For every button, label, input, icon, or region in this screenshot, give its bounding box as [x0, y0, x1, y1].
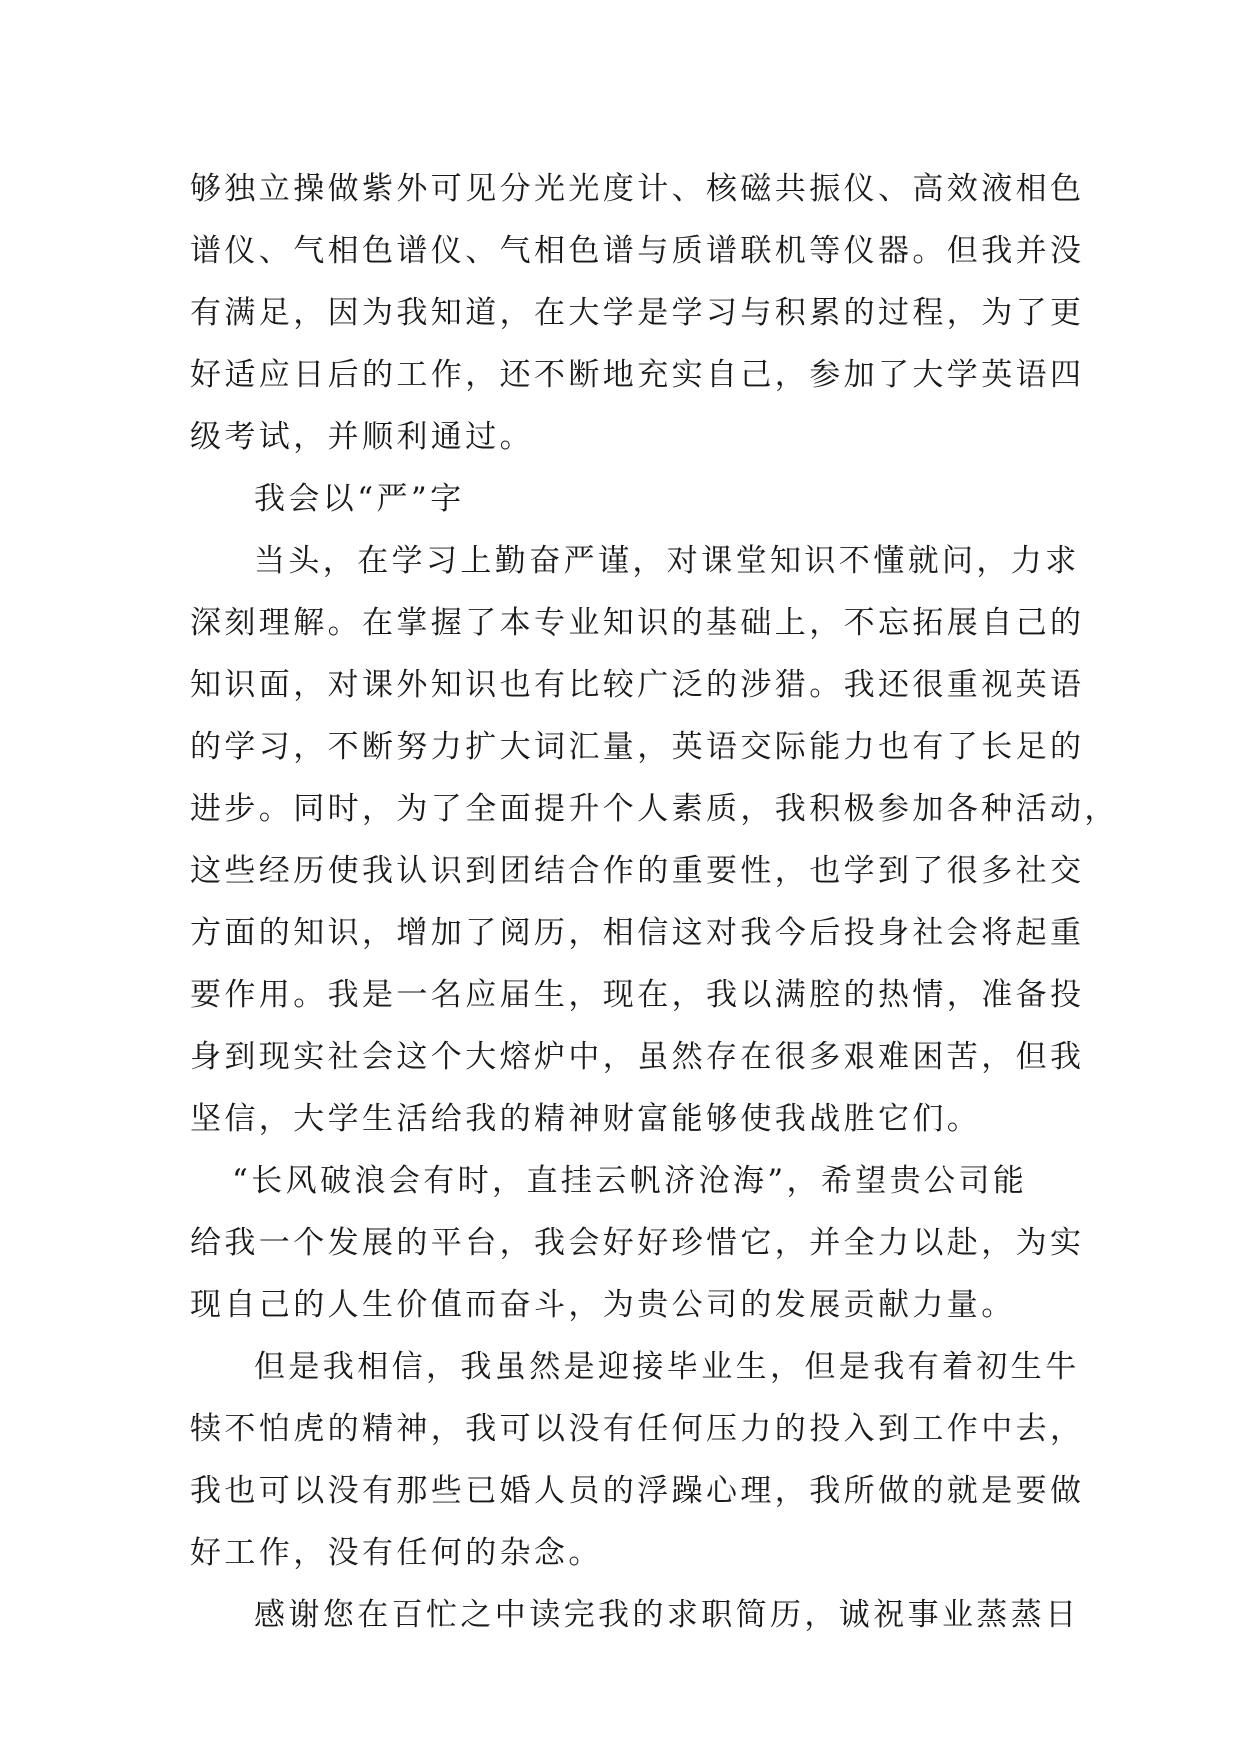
text-line: 进步。同时，为了全面提升个人素质，我积极参加各种活动， [190, 791, 1119, 827]
text-line: 感谢您在百忙之中读完我的求职简历，诚祝事业蒸蒸日 [254, 1597, 1080, 1633]
text-line: 坚信，大学生活给我的精神财富能够使我战胜它们。 [190, 1101, 982, 1137]
text-line: 级考试，并顺利通过。 [190, 419, 534, 455]
text-line: 深刻理解。在掌握了本专业知识的基础上，不忘拓展自己的 [190, 605, 1085, 641]
text-line: 的学习，不断努力扩大词汇量，英语交际能力也有了长足的 [190, 729, 1085, 765]
text-line: 我也可以没有那些已婚人员的浮躁心理，我所做的就是要做 [190, 1473, 1085, 1509]
text-line: 谱仪、气相色谱仪、气相色谱与质谱联机等仪器。但我并没 [190, 233, 1085, 269]
text-line: 给我一个发展的平台，我会好好珍惜它，并全力以赴，为实 [190, 1225, 1085, 1261]
text-line: 但是我相信，我虽然是迎接毕业生，但是我有着初生牛 [254, 1349, 1080, 1385]
text-line: 有满足，因为我知道，在大学是学习与积累的过程，为了更 [190, 295, 1085, 331]
text-line: “长风破浪会有时，直挂云帆济沧海”，希望贵公司能 [232, 1163, 1028, 1199]
text-line: 我会以“严”字 [254, 481, 465, 517]
text-line: 知识面，对课外知识也有比较广泛的涉猎。我还很重视英语 [190, 667, 1085, 703]
text-line: 当头，在学习上勤奋严谨，对课堂知识不懂就问，力求 [254, 543, 1080, 579]
text-line: 这些经历使我认识到团结合作的重要性，也学到了很多社交 [190, 853, 1085, 889]
text-line: 现自己的人生价值而奋斗，为贵公司的发展贡献力量。 [190, 1287, 1016, 1323]
text-line: 要作用。我是一名应届生，现在，我以满腔的热情，准备投 [190, 977, 1085, 1013]
text-line: 够独立操做紫外可见分光光度计、核磁共振仪、高效液相色 [190, 171, 1085, 207]
text-line: 方面的知识，增加了阅历，相信这对我今后投身社会将起重 [190, 915, 1085, 951]
text-line: 好工作，没有任何的杂念。 [190, 1535, 603, 1571]
text-line: 身到现实社会这个大熔炉中，虽然存在很多艰难困苦，但我 [190, 1039, 1085, 1075]
text-line: 好适应日后的工作，还不断地充实自己，参加了大学英语四 [190, 357, 1085, 393]
document-body [190, 158, 1119, 1646]
text-line: 犊不怕虎的精神，我可以没有任何压力的投入到工作中去， [190, 1411, 1085, 1447]
